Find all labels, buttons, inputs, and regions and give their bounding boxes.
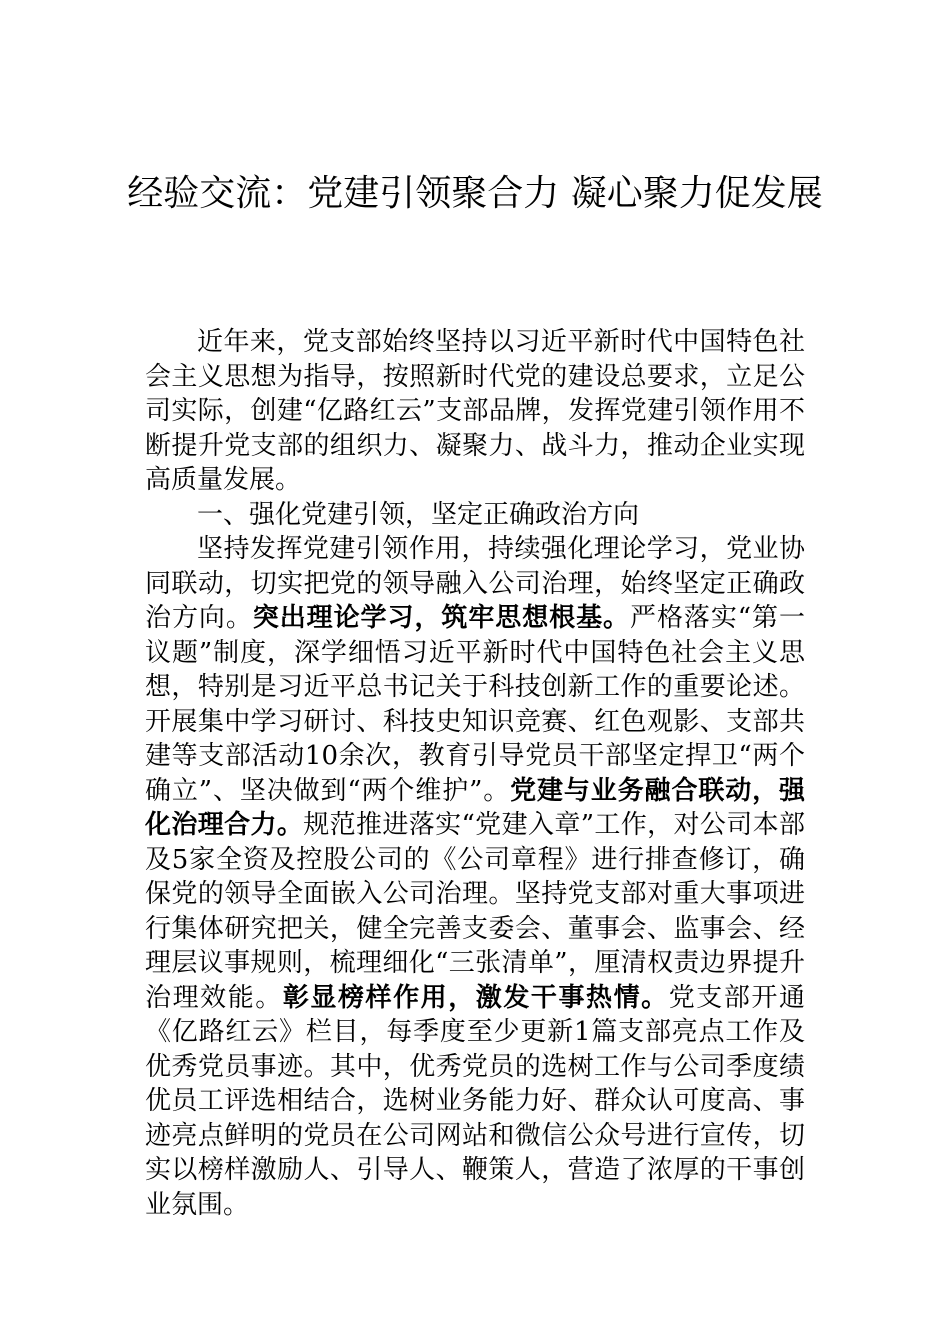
- paragraph-text: 严格落实“第一议题”制度，深学细悟习近平新时代中国特色社会主义思想，特别是习近平总书记关于科技创新工作的重要论述。开展集中学习研讨、科技史知识竞赛、红色观影、支部共建等支部活动10余次，教育引导党员干部坚定捍卫“两个确立”、坚决做到“两个维护”。: [145, 603, 805, 806]
- document-body: [145, 325, 805, 1222]
- paragraph-text: 规范推进落实“党建入章”工作，对公司本部及5家全资及控股公司的《公司章程》进行排查修订，确保党的领导全面嵌入公司治理。坚持党支部对重大事项进行集体研究把关，健全完善支委会、董事会、监事会、经理层议事规则，梳理细化“三张清单”，厘清权责边界提升治理效能。: [145, 810, 805, 1013]
- paragraph-text: 党支部开通《亿路红云》栏目，每季度至少更新1篇支部亮点工作及优秀党员事迹。其中，优秀党员的选树工作与公司季度绩优员工评选相结合，选树业务能力好、群众认可度高、事迹亮点鲜明的党员在公司网站和微信公众号进行宣传，切实以榜样激励人、引导人、鞭策人，营造了浓厚的干事创业氛围。: [145, 982, 805, 1220]
- intro-paragraph: 近年来，党支部始终坚持以习近平新时代中国特色社会主义思想为指导，按照新时代党的建设总要求，立足公司实际，创建“亿路红云”支部品牌，发挥党建引领作用不断提升党支部的组织力、凝聚力、战斗力，推动企业实现高质量发展。: [145, 327, 805, 495]
- bold-lead: 彰显榜样作用，激发干事热情。: [282, 982, 669, 1013]
- bold-lead: 突出理论学习，筑牢思想根基。: [252, 603, 631, 633]
- paragraph-text: 坚持发挥党建引领作用，持续强化理论学习，党业协同联动，切实把党的领导融入公司治理，始终坚定正确政治方向。: [145, 534, 805, 633]
- section-heading: 一、强化党建引领，坚定正确政治方向: [197, 499, 640, 530]
- section-paragraph: [145, 532, 805, 1222]
- bold-lead: 党建与业务融合联动，强化治理合力。: [145, 775, 805, 840]
- document-title: 经验交流：党建引领聚合力 凝心聚力促发展: [127, 173, 823, 214]
